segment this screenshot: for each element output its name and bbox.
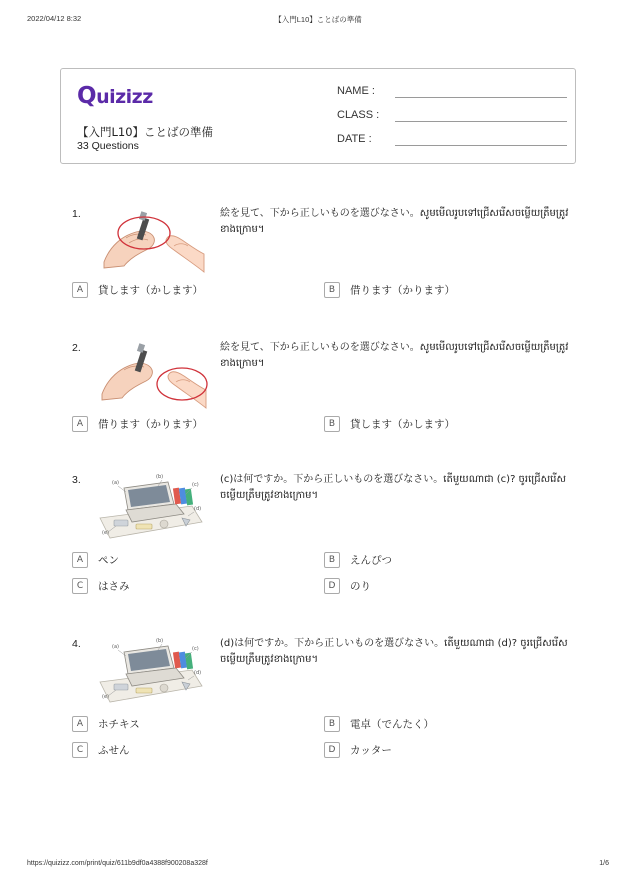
- option-text: 貸します（かします）: [350, 418, 455, 431]
- question-item: [60, 332, 576, 460]
- option-letter: D: [324, 742, 340, 758]
- option-c[interactable]: [72, 742, 322, 762]
- question-text: (c)は何ですか。下から正しいものを選びなさい。តើមួយណាជា (c)? ចូរជ្រើសរើសចម្លើយត្រឹមត្រូវខាងក្រោម។: [220, 474, 566, 501]
- question-options: [60, 416, 576, 446]
- meta-label-date: DATE :: [337, 133, 372, 145]
- option-text: ホチキス: [98, 718, 140, 731]
- option-letter: A: [72, 716, 88, 732]
- quiz-question-count: 33 Questions: [77, 140, 139, 152]
- desk-with-laptop-and-stationery-illustration: [96, 466, 212, 546]
- meta-line-name[interactable]: [395, 97, 567, 98]
- question-text: 絵を見て、下から正しいものを選びなさい。សូមមើលរូបទៅជ្រើសរើសចម្លើយត្រឹមត្រូវខាងក្រោម។: [220, 342, 569, 369]
- svg-text:(e): (e): [102, 694, 109, 700]
- question-text: (d)は何ですか。下から正しいものを選びなさい。តើមួយណាជា (d)? ចូរជ្រើសរើសចម្លើយត្រឹមត្រូវខាងក្រោម។: [220, 638, 568, 665]
- option-text: ふせん: [98, 744, 130, 757]
- question-text: 絵を見て、下から正しいものを選びなさい。សូមមើលរូបទៅជ្រើសរើសចម្លើយត្រឹមត្រូវខាងក្រោម។: [220, 208, 569, 235]
- hand-receiving-pen-illustration: [96, 336, 212, 412]
- option-letter: C: [72, 742, 88, 758]
- option-text: のり: [350, 580, 371, 593]
- option-a[interactable]: [72, 282, 322, 302]
- option-text: 電卓（でんたく）: [350, 718, 434, 731]
- svg-text:(c): (c): [192, 482, 199, 488]
- option-letter: B: [324, 416, 340, 432]
- option-text: 借ります（かります）: [350, 284, 455, 297]
- quiz-title: 【入門L10】ことばの準備: [77, 125, 214, 139]
- meta-label-name: NAME :: [337, 85, 375, 97]
- option-text: 貸します（かします）: [98, 284, 203, 297]
- svg-text:(b): (b): [156, 474, 164, 480]
- meta-field-name: [337, 83, 567, 107]
- option-b[interactable]: [324, 552, 574, 572]
- option-letter: B: [324, 552, 340, 568]
- desk-stationery-svg: [96, 630, 206, 710]
- print-header: [0, 14, 636, 28]
- question-number: 1.: [72, 208, 81, 220]
- svg-text:(c): (c): [192, 646, 199, 652]
- print-footer-url[interactable]: https://quizizz.com/print/quiz/611b9df0a4388f900208a328f: [27, 860, 208, 867]
- hand-receiving-pen-svg: [96, 336, 212, 412]
- question-number: 3.: [72, 474, 81, 486]
- option-letter: A: [72, 282, 88, 298]
- question-number: 4.: [72, 638, 81, 650]
- quizizz-logo-text: Quizizz: [77, 83, 153, 109]
- print-header-date: 2022/04/12 8:32: [27, 14, 82, 23]
- meta-field-date: [337, 131, 567, 155]
- option-letter: A: [72, 416, 88, 432]
- svg-text:(a): (a): [112, 480, 119, 486]
- option-text: ペン: [98, 554, 119, 567]
- questions-list: [60, 198, 576, 792]
- option-letter: A: [72, 552, 88, 568]
- option-a[interactable]: [72, 416, 322, 436]
- question-item: [60, 628, 576, 788]
- print-footer-page: 1/6: [599, 860, 609, 867]
- quiz-title-card: [60, 68, 576, 164]
- question-options: [60, 552, 576, 608]
- option-letter: D: [324, 578, 340, 594]
- option-text: はさみ: [98, 580, 130, 593]
- svg-text:(a): (a): [112, 644, 119, 650]
- svg-text:(b): (b): [156, 638, 164, 644]
- question-item: [60, 198, 576, 328]
- quizizz-logo: [77, 83, 153, 109]
- option-d[interactable]: [324, 742, 574, 762]
- meta-line-class[interactable]: [395, 121, 567, 122]
- hand-passing-pen-svg: [96, 202, 212, 278]
- meta-line-date[interactable]: [395, 145, 567, 146]
- option-text: カッター: [350, 744, 392, 757]
- option-letter: B: [324, 282, 340, 298]
- question-options: [60, 282, 576, 312]
- option-c[interactable]: [72, 578, 322, 598]
- print-footer: [0, 860, 636, 874]
- option-letter: B: [324, 716, 340, 732]
- option-a[interactable]: [72, 552, 322, 572]
- student-meta-fields: [337, 83, 567, 155]
- option-d[interactable]: [324, 578, 574, 598]
- svg-text:(d): (d): [194, 670, 202, 676]
- option-b[interactable]: [324, 716, 574, 736]
- print-header-title: 【入門L10】ことばの準備: [274, 15, 362, 24]
- option-text: えんぴつ: [350, 554, 392, 567]
- question-options: [60, 716, 576, 772]
- hand-passing-pen-illustration: [96, 202, 212, 278]
- option-b[interactable]: [324, 282, 574, 302]
- meta-label-class: CLASS :: [337, 109, 380, 121]
- svg-text:(e): (e): [102, 530, 109, 536]
- option-text: 借ります（かります）: [98, 418, 203, 431]
- svg-text:(d): (d): [194, 506, 202, 512]
- option-a[interactable]: [72, 716, 322, 736]
- meta-field-class: [337, 107, 567, 131]
- desk-stationery-svg: [96, 466, 206, 546]
- question-number: 2.: [72, 342, 81, 354]
- question-item: [60, 464, 576, 624]
- option-letter: C: [72, 578, 88, 594]
- desk-with-laptop-and-stationery-illustration: [96, 630, 212, 710]
- option-b[interactable]: [324, 416, 574, 436]
